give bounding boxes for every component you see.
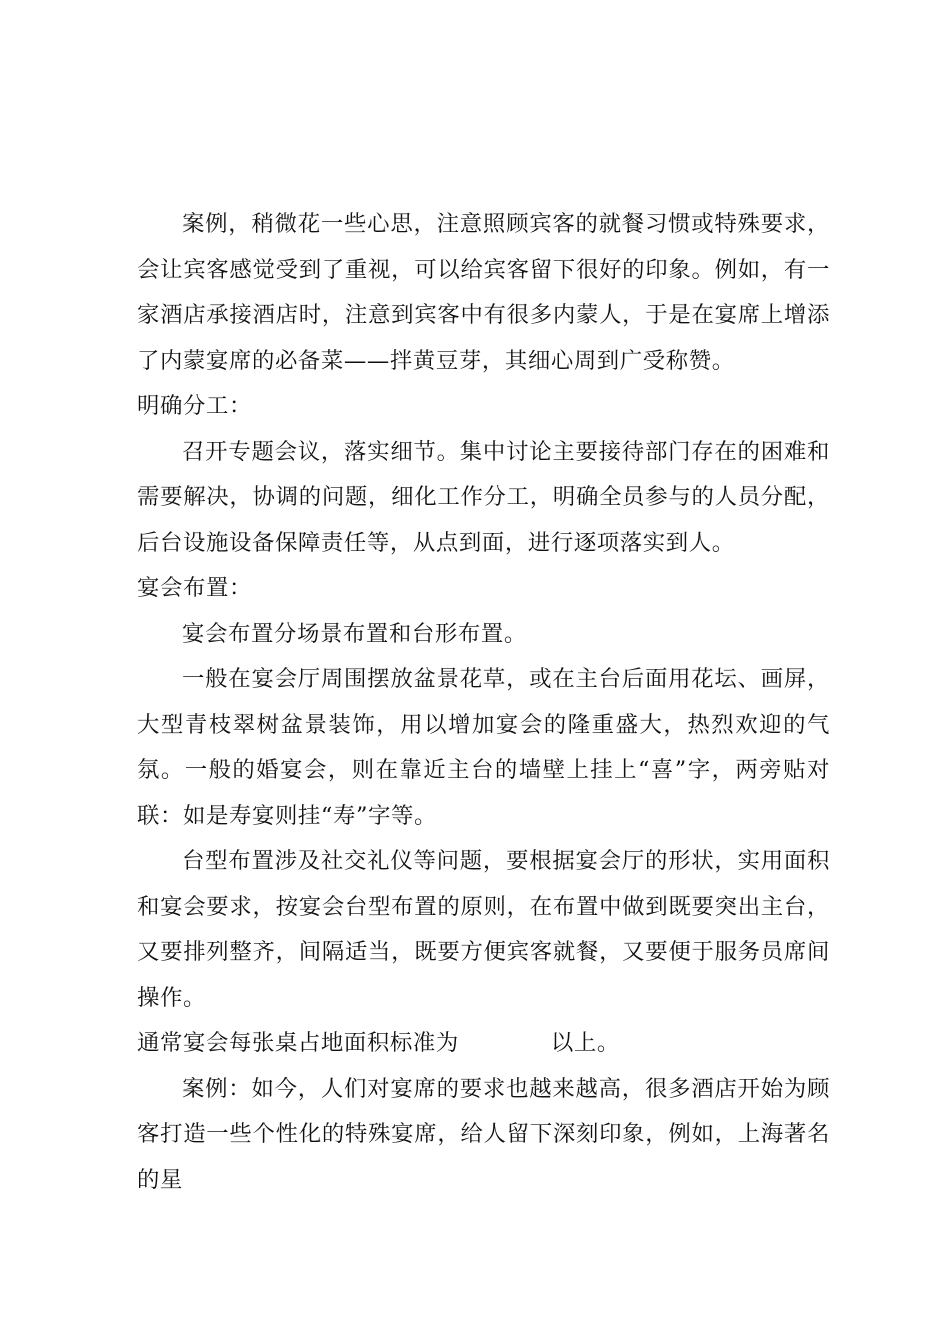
paragraph-table-area: [137, 1021, 830, 1067]
paragraph-case-special: 案例：如今，人们对宴席的要求也越来越高，很多酒店开始为顾客打造一些个性化的特殊宴席，给人留下深刻印象，例如，上海著名的星: [137, 1075, 830, 1193]
paragraph-meeting: 召开专题会议，落实细节。集中讨论主要接待部门存在的困难和需要解决，协调的问题，细化工作分工，明确全员参与的人员分配，后台设施设备保障责任等，从点到面，进行逐项落实到人。: [137, 438, 830, 556]
paragraph-layout-types: 宴会布置分场景布置和台形布置。: [182, 620, 527, 647]
document-body: [137, 202, 830, 1203]
table-area-before: 通常宴会每张桌占地面积标准为: [137, 1030, 459, 1056]
heading-banquet-layout: 宴会布置：: [137, 575, 252, 601]
paragraph-table-layout: 台型布置涉及社交礼仪等问题，要根据宴会厅的形状，实用面积和宴会要求，按宴会台型布置的原则，在布置中做到既要突出主台，又要排列整齐，间隔适当，既要方便宾客就餐，又要便于服务员席间操作。: [137, 848, 830, 1011]
paragraph-scene-layout: 一般在宴会厅周围摆放盆景花草，或在主台后面用花坛、画屏，大型青枝翠树盆景装饰，用以增加宴会的隆重盛大，热烈欢迎的气氛。一般的婚宴会，则在靠近主台的墙壁上挂上“喜”字，两旁贴对联：如是寿宴则挂“寿”字等。: [137, 666, 830, 829]
paragraph-case-intro: 案例，稍微花一些心思，注意照顾宾客的就餐习惯或特殊要求，会让宾客感觉受到了重视，可以给宾客留下很好的印象。例如，有一家酒店承接酒店时，注意到宾客中有很多内蒙人，于是在宴席上增添了内蒙宴席的必备菜——拌黄豆芽，其细心周到广受称赞。: [137, 211, 830, 374]
table-area-after: 以上。: [550, 1030, 620, 1056]
heading-division-of-labor: 明确分工：: [137, 393, 252, 419]
